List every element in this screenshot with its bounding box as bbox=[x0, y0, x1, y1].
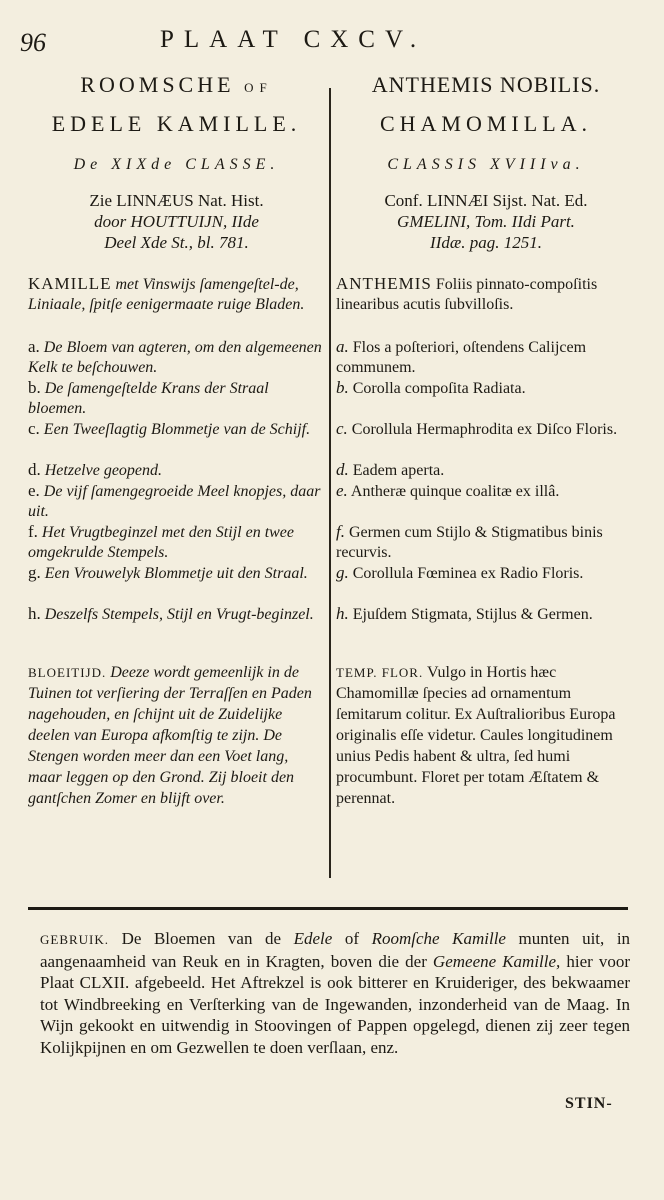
list-item: a. De Bloem van agteren, om den algemeenen Kelk te beſchouwen. bbox=[28, 337, 322, 376]
list-item: f. Het Vrugtbeginzel met den Stijl en twee omgekrulde Stempels. bbox=[28, 522, 295, 561]
list-item: d. Hetzelve geopend. bbox=[28, 460, 163, 479]
list-item: a. Flos a poſteriori, oſtendens Calijcem communem. bbox=[336, 337, 587, 376]
list-item: h. Ejuſdem Stigmata, Stijlus & Germen. bbox=[336, 604, 593, 623]
dutch-column bbox=[28, 70, 325, 809]
list-item: b. De ſamengeſtelde Krans der Straal bloemen. bbox=[28, 378, 269, 417]
list-item: b. Corolla compoſita Radiata. bbox=[336, 378, 526, 397]
dutch-title-line-1: ROOMSCHE OF bbox=[80, 72, 273, 97]
list-item: g. Corollula Fœminea ex Radio Floris. bbox=[336, 563, 584, 582]
latin-figure-legend bbox=[336, 274, 636, 650]
latin-column bbox=[336, 70, 636, 809]
list-item: h. Deszelfs Stempels, Stijl en Vrugt-beginzel. bbox=[28, 604, 314, 623]
list-item: g. Een Vrouwelyk Blommetje uit den Straal. bbox=[28, 563, 308, 582]
latin-title-line-1: ANTHEMIS NOBILIS. bbox=[371, 72, 601, 97]
column-divider bbox=[329, 88, 331, 878]
horizontal-rule bbox=[28, 907, 628, 910]
page-number: 96 bbox=[20, 28, 46, 57]
list-item: c. Corollula Hermaphrodita ex Diſco Floris. bbox=[336, 419, 618, 438]
list-item: c. Een Tweeſlagtig Blommetje van de Schijf. bbox=[28, 419, 311, 438]
latin-flowering-time: TEMP. FLOR. Vulgo in Hortis hæc Chamomillæ ſpecies ad ornamentum ſemitarum colitur. Ex Auſtralioribus Europa originalis eſſe videtur. Caules longitudinem unius Pedis habent & ultra, ſed humi procumbunt. Floret per totam Æſtatem & perennat. bbox=[336, 664, 616, 807]
latin-class: CLASSIS XVIIIva. bbox=[387, 156, 585, 173]
list-item: e. De vijf ſamengegroeide Meel knopjes, daar uit. bbox=[28, 481, 321, 520]
catchword: STIN- bbox=[565, 1095, 613, 1112]
latin-title-line-2: CHAMOMILLA. bbox=[379, 111, 593, 136]
list-item: e. Antheræ quinque coalitæ ex illâ. bbox=[336, 481, 560, 500]
dutch-class: De XIXde CLASSE. bbox=[73, 156, 280, 173]
dutch-figure-legend bbox=[28, 274, 325, 650]
dutch-reference: Zie LINNÆUS Nat. Hist. door HOUTTUIJN, IIde Deel Xde St., bl. 781. bbox=[89, 191, 264, 252]
plate-title: PLAAT CXCV. bbox=[160, 26, 427, 53]
list-item: f. Germen cum Stijlo & Stigmatibus binis recurvis. bbox=[336, 522, 603, 561]
list-item: KAMILLE met Vinswijs ſamengeſtel-de, Liniaale, ſpitſe eenigermaate ruige Bladen. bbox=[28, 274, 305, 313]
list-item: d. Eadem aperta. bbox=[336, 460, 445, 479]
dutch-title-line-2: EDELE KAMILLE. bbox=[51, 111, 302, 136]
dutch-flowering-time: BLOEITIJD. Deeze wordt gemeenlijk in de Tuinen tot verſiering der Terraſſen en Paden nagehouden, en ſchijnt uit de Zuidelijke deelen van Europa afkomſtig te zijn. De Stengen worden meer dan een Voet lang, maar leggen op den Grond. Zij bloeit den gantſchen Zomer en blijft over. bbox=[28, 664, 312, 807]
list-item: ANTHEMIS Foliis pinnato-compoſitis linearibus acutis ſubvilloſis. bbox=[336, 274, 598, 313]
usage-paragraph: GEBRUIK. De Bloemen van de Edele of Roomſche Kamille munten uit, in aangenaamheid van Reuk en in Kragten, boven die der Gemeene Kamille, hier voor Plaat CLXII. afgebeeld. Het Aftrekzel is ook bitterer en Kruideriger, des bekwaamer tot Windbreeking en Verſterking van de Ingewanden, inzonderheid van de Maag. In Wijn gekookt en uitwendig in Stoovingen of Pappen opgelegd, dienen zij zeer tegen Kolijkpijnen en om Gezwellen te doen verſlaan, enz. bbox=[40, 929, 631, 1057]
latin-reference: Conf. LINNÆI Sijst. Nat. Ed. GMELINI, Tom. IIdi Part. IIdæ. pag. 1251. bbox=[384, 191, 588, 252]
